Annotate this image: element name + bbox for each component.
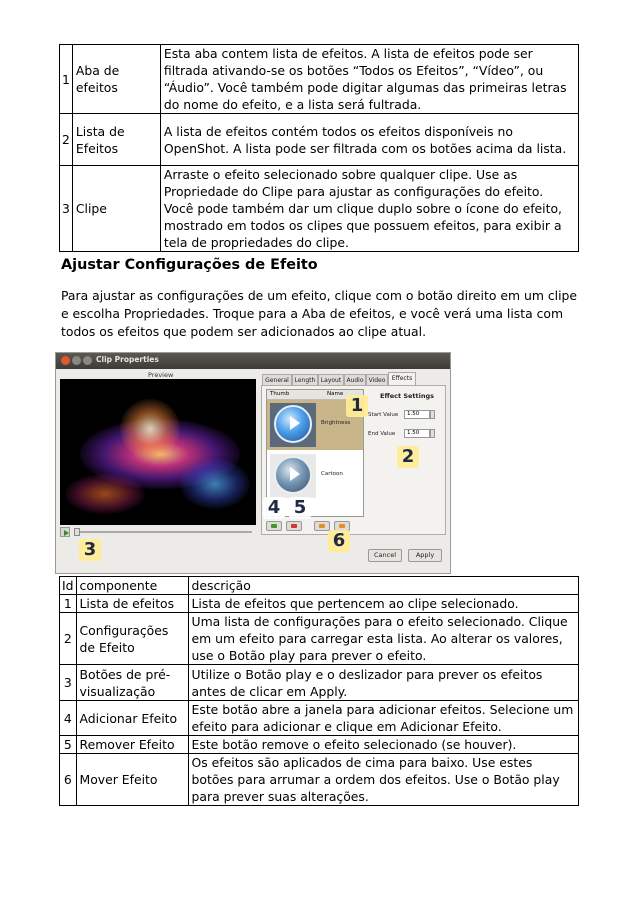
slider-handle[interactable] (74, 528, 80, 536)
effect-thumbnail (270, 403, 316, 447)
header-id: Id (60, 577, 77, 595)
row-description: Este botão abre a janela para adicionar efeitos. Selecione um efeito para adicionar e clique em Adicionar Efeito. (188, 701, 578, 736)
row-component: Adicionar Efeito (76, 701, 188, 736)
row-id: 5 (60, 736, 77, 754)
row-component: Botões de pré-visualização (76, 665, 188, 701)
preview-controls (60, 527, 256, 537)
row-component: Mover Efeito (76, 754, 188, 806)
row-component: Clipe (72, 166, 160, 252)
add-icon (271, 524, 277, 528)
row-component: Remover Efeito (76, 736, 188, 754)
add-effect-button[interactable] (266, 521, 282, 531)
tab-audio[interactable]: Audio (344, 374, 366, 385)
components-table (59, 576, 579, 806)
table-row (60, 595, 579, 613)
end-value-spinner[interactable] (430, 429, 435, 438)
thumb-column-header: Thumb (270, 391, 290, 397)
row-description: Utilize o Botão play e o deslizador para prever os efeitos antes de clicar em Apply. (188, 665, 578, 701)
table-row (60, 114, 579, 166)
callout-5: 5 (289, 497, 311, 519)
row-component: Lista de efeitos (76, 595, 188, 613)
start-value-label: Start Value (368, 412, 399, 418)
table-row (60, 736, 579, 754)
row-id: 1 (60, 595, 77, 613)
row-description: Esta aba contem lista de efeitos. A lista de efeitos pode ser filtrada ativando-se os botões “Todos os Efeitos”, “Vídeo”, ou “Áudio”. Você também pode digitar algumas das primeiras letras do nome do efeito, e a lista será fultrada. (160, 45, 578, 114)
row-id: 1 (60, 45, 73, 114)
remove-effect-button[interactable] (286, 521, 302, 531)
callout-6: 6 (328, 530, 350, 552)
end-value-input[interactable]: 1.50 (404, 429, 430, 438)
title-bar (56, 353, 450, 369)
row-description: Os efeitos são aplicados de cima para baixo. Use estes botões para arrumar a ordem dos efeitos. Use o Botão play para prever suas alterações. (188, 754, 578, 806)
row-component: Aba de efeitos (72, 45, 160, 114)
play-button[interactable] (60, 527, 70, 537)
table-row (60, 754, 579, 806)
row-component: Lista de Efeitos (72, 114, 160, 166)
row-description: Arraste o efeito selecionado sobre qualquer clipe. Use as Propriedade do Clipe para ajustar as configurações do efeito. Você pode também dar um clique duplo sobre o ícone do efeito, mostrado em todos os clipes que possuem efeitos, para exibir a tela de propriedades do clipe. (160, 166, 578, 252)
tab-video[interactable]: Video (366, 374, 388, 385)
tab-length[interactable]: Length (292, 374, 318, 385)
callout-3: 3 (79, 539, 101, 561)
row-description: Este botão remove o efeito selecionado (se houver). (188, 736, 578, 754)
arrow-up-icon (319, 524, 325, 528)
row-id: 6 (60, 754, 77, 806)
section-paragraph: Para ajustar as configurações de um efeito, clique com o botão direito em um clipe e escolha Propriedades. Troque para a Aba de efeitos, e você verá uma lista com todos os efeitos que podem ser adicionados ao clipe atual. (61, 288, 578, 339)
minimize-icon[interactable] (72, 356, 81, 365)
table-row (60, 665, 579, 701)
row-id: 2 (60, 114, 73, 166)
preview-slider[interactable] (74, 531, 252, 533)
clip-properties-screenshot (55, 352, 451, 574)
effect-settings-title: Effect Settings (380, 392, 435, 400)
table-row (60, 166, 579, 252)
row-id: 4 (60, 701, 77, 736)
preview-label: Preview (148, 371, 174, 379)
close-icon[interactable] (61, 356, 70, 365)
callout-4: 4 (263, 497, 285, 519)
list-item[interactable] (267, 451, 363, 501)
callout-1: 1 (346, 395, 368, 417)
remove-icon (291, 524, 297, 528)
callout-2: 2 (397, 446, 419, 468)
cancel-button[interactable]: Cancel (368, 549, 402, 562)
table-header-row (60, 577, 579, 595)
tab-layout[interactable]: Layout (318, 374, 344, 385)
start-value-input[interactable]: 1.50 (404, 410, 430, 419)
move-up-button[interactable] (314, 521, 330, 531)
row-component: Configurações de Efeito (76, 613, 188, 665)
preview-video (60, 379, 256, 525)
row-id: 2 (60, 613, 77, 665)
table-row (60, 613, 579, 665)
apply-button[interactable]: Apply (408, 549, 442, 562)
effect-name: Brightness (321, 420, 351, 426)
table-row (60, 701, 579, 736)
arrow-down-icon (339, 524, 345, 528)
effect-thumbnail (270, 454, 316, 498)
start-value-spinner[interactable] (430, 410, 435, 419)
row-description: A lista de efeitos contém todos os efeitos disponíveis no OpenShot. A lista pode ser filtrada com os botões acima da lista. (160, 114, 578, 166)
row-id: 3 (60, 166, 73, 252)
name-column-header: Name (327, 391, 344, 397)
header-component: componente (76, 577, 188, 595)
maximize-icon[interactable] (83, 356, 92, 365)
table-row (60, 45, 579, 114)
row-id: 3 (60, 665, 77, 701)
section-title: Ajustar Configurações de Efeito (61, 257, 318, 273)
header-description: descrição (188, 577, 578, 595)
tab-general[interactable]: General (262, 374, 292, 385)
window-title: Clip Properties (96, 355, 159, 364)
row-description: Uma lista de configurações para o efeito selecionado. Clique em um efeito para carregar esta lista. Ao alterar os valores, use o Botão play para prever o efeito. (188, 613, 578, 665)
row-description: Lista de efeitos que pertencem ao clipe selecionado. (188, 595, 578, 613)
effects-tab-table (59, 44, 579, 252)
tab-effects[interactable]: Effects (388, 372, 416, 385)
end-value-label: End Value (368, 431, 396, 437)
effect-name: Cartoon (321, 471, 343, 477)
